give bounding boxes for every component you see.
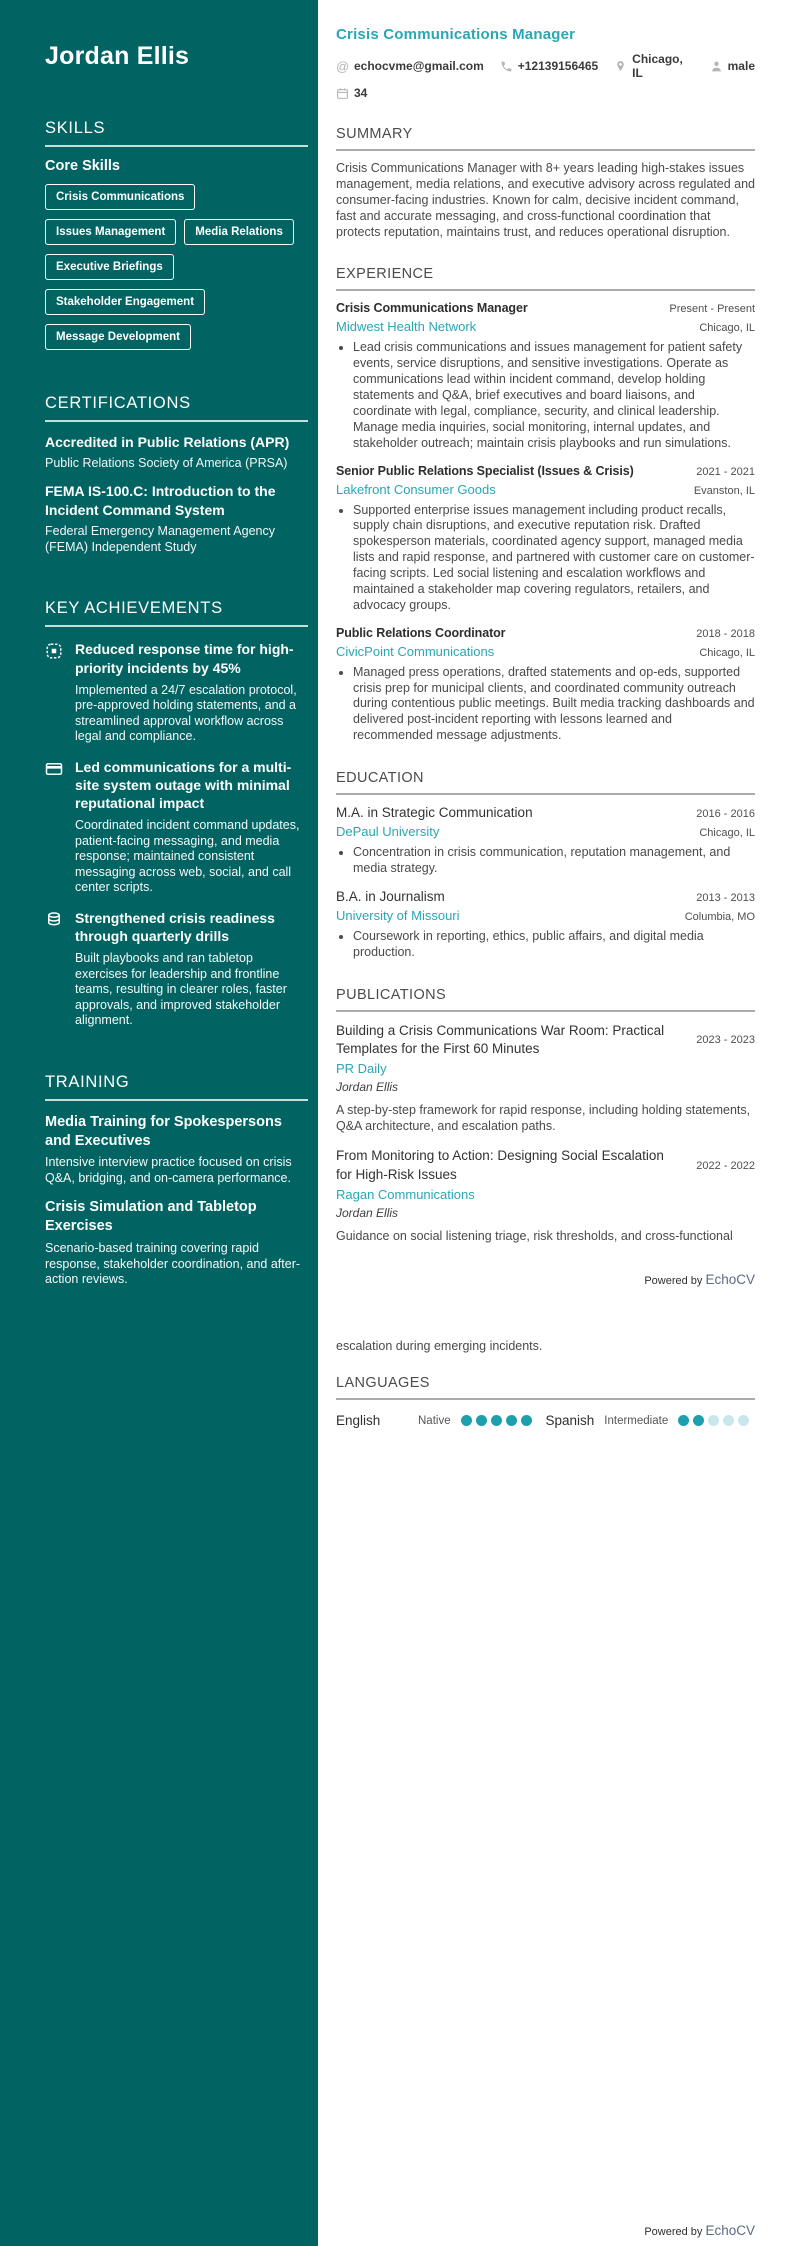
education-heading: EDUCATION [336, 770, 424, 786]
achievement-title: Strengthened crisis readiness through quarterly drills [75, 909, 275, 945]
certification-title: FEMA IS-100.C: Introduction to the Incident Command System [45, 483, 276, 518]
certification-item [45, 433, 308, 471]
coins-icon [45, 911, 63, 929]
contact-phone: +12139156465 [500, 59, 598, 73]
person-icon [710, 60, 723, 73]
page2-footer [644, 2223, 755, 2238]
achievement-description: Coordinated incident command updates, patient-facing messaging, and media response; maintained consistent messaging across web, social, and call center scripts. [75, 818, 300, 895]
education-dates: 2016 - 2016 [696, 808, 755, 820]
language-name: English [336, 1413, 381, 1429]
phone-icon [500, 60, 513, 73]
publications-heading: PUBLICATIONS [336, 986, 447, 1003]
contact-age: 34 [336, 86, 367, 100]
card-icon [45, 760, 63, 778]
powered-by-label: Powered by [644, 1275, 706, 1288]
publication-item [336, 1022, 755, 1135]
achievement-item [45, 758, 308, 896]
publication-description-continued: escalation during emerging incidents. [336, 1339, 543, 1354]
language-level-dots [461, 1415, 532, 1426]
training-title: Media Training for Spokespersons and Executives [45, 1113, 282, 1149]
certification-item [45, 482, 308, 555]
publication-title: From Monitoring to Action: Designing Social Escalation for High-Risk Issues [336, 1148, 664, 1182]
publication-dates: 2022 - 2022 [696, 1159, 755, 1172]
divider [45, 420, 308, 422]
education-entry [336, 889, 755, 961]
experience-entry [336, 301, 755, 451]
sidebar-section-training [45, 1073, 308, 1288]
candidate-name: Jordan Ellis [45, 42, 190, 70]
echocv-brand-link[interactable]: EchoCV [705, 2223, 755, 2238]
skill-chip: Media Relations [184, 219, 294, 245]
training-description: Scenario-based training covering rapid response, stakeholder coordination, and after-action reviews. [45, 1241, 301, 1287]
job-dates: 2021 - 2021 [696, 465, 755, 478]
divider [336, 793, 755, 795]
job-title: Public Relations Coordinator [336, 625, 506, 640]
contact-email: @ echocvme@gmail.com [336, 58, 484, 74]
level-dot-filled [521, 1415, 532, 1426]
education-bullet: • Coursework in reporting, ethics, public affairs, and digital media production. [353, 929, 755, 961]
degree-title: M.A. in Strategic Communication [336, 805, 533, 820]
section-summary [336, 126, 755, 240]
sidebar-section-achievements [45, 599, 308, 1028]
job-headline: Crisis Communications Manager [336, 26, 576, 43]
section-publications [336, 987, 755, 1245]
language-level-dots [678, 1415, 749, 1426]
certification-title: Accredited in Public Relations (APR) [45, 434, 290, 450]
school-name: DePaul University [336, 824, 440, 839]
contact-info [336, 52, 755, 100]
powered-by-label: Powered by [644, 2226, 706, 2238]
school-location: Columbia, MO [684, 910, 755, 923]
level-dot-empty [723, 1415, 734, 1426]
training-item [45, 1198, 308, 1287]
job-bullet: • Managed press operations, drafted statements and op-eds, supported crisis prep for municipal clients, and coordinated community outreach during contentious public meetings. Built media tracking dashboards and delivered post-incident reporting with lessons learned and recommended message adjustments. [353, 665, 755, 744]
divider [336, 1010, 755, 1012]
school-location: Chicago, IL [699, 827, 755, 839]
company-name: Midwest Health Network [336, 319, 477, 335]
language-item [546, 1413, 756, 1428]
contact-location: Chicago, IL [614, 52, 693, 80]
skills-chip-list [45, 184, 308, 350]
experience-entry [336, 464, 755, 614]
job-location: Chicago, IL [699, 646, 755, 659]
level-dot-filled [476, 1415, 487, 1426]
language-level: Intermediate [604, 1414, 669, 1427]
languages-heading: LANGUAGES [336, 1375, 430, 1392]
level-dot-empty [738, 1415, 749, 1426]
training-item [45, 1113, 308, 1187]
level-dot-empty [708, 1415, 719, 1426]
section-education [336, 770, 755, 961]
level-dot-filled [506, 1415, 517, 1426]
section-experience [336, 266, 755, 744]
skills-heading: SKILLS [45, 119, 106, 137]
divider [45, 145, 308, 147]
summary-text: Crisis Communications Manager with 8+ years leading high-stakes issues management, media relations, and executive advisory across regulated and consumer-facing industries. Known for calm, decisive incident command, fast and accurate messaging, and cross-functional coordination that protects reputation, maintains trust, and reduces operational disruption. [336, 161, 755, 239]
language-name: Spanish [545, 1413, 595, 1429]
achievement-item [45, 640, 308, 744]
skill-chip: Message Development [45, 324, 191, 350]
certifications-heading: CERTIFICATIONS [45, 394, 191, 412]
job-bullet: • Lead crisis communications and issues management for patient safety events, service disruptions, and sensitive investigations. Operate as communications lead within incident command, develop holding statements and Q&A, brief executives and board liaisons, and coordinate with legal, compliance, security, and clinical leadership. Manage media inquiries, social monitoring, internal updates, and stakeholder outreach; maintain crisis playbooks and run simulations. [353, 340, 755, 451]
skill-chip: Stakeholder Engagement [45, 289, 205, 315]
publication-author: Jordan Ellis [336, 1205, 399, 1220]
education-dates: 2013 - 2013 [696, 891, 755, 904]
job-title: Senior Public Relations Specialist (Issues & Crisis) [336, 463, 634, 478]
achievement-title: Reduced response time for high-priority incidents by 45% [75, 641, 294, 676]
level-dot-filled [678, 1415, 689, 1426]
achievement-description: Implemented a 24/7 escalation protocol, pre-approved holding statements, and a streamlined approval workflow across legal and compliance. [75, 682, 297, 744]
main-content [318, 0, 794, 2246]
school-name: University of Missouri [336, 907, 460, 923]
level-dot-filled [461, 1415, 472, 1426]
summary-heading: SUMMARY [336, 126, 413, 142]
language-level: Native [418, 1414, 451, 1427]
publication-description: A step-by-step framework for rapid response, including holding statements, Q&A architecture, and escalation paths. [336, 1102, 751, 1134]
training-heading: TRAINING [45, 1072, 130, 1091]
certification-org: Federal Emergency Management Agency (FEMA) Independent Study [45, 524, 275, 555]
publication-item [336, 1147, 755, 1244]
training-description: Intensive interview practice focused on crisis Q&A, bridging, and on-camera performance. [45, 1155, 292, 1185]
divider [336, 289, 755, 291]
achievement-item [45, 909, 308, 1029]
degree-title: B.A. in Journalism [336, 888, 445, 904]
education-bullet: • Concentration in crisis communication, reputation management, and media strategy. [353, 845, 755, 877]
sidebar-section-certifications [45, 394, 308, 555]
skill-chip: Issues Management [45, 219, 176, 245]
publisher-name: PR Daily [336, 1060, 387, 1076]
job-bullet: • Supported enterprise issues management including product recalls, supply chain disruptions, and executive reputation risk. Drafted spokesperson materials, coordinated agency support, managed media lists and rapid response, and partnered with customer care on customer-facing scripts. Led social listening and escalation workflows and maintained a stakeholder map covering regulators, retailers, and advocacy groups. [353, 503, 755, 614]
job-dates: 2018 - 2018 [696, 627, 755, 640]
company-name: Lakefront Consumer Goods [336, 481, 496, 497]
job-title: Crisis Communications Manager [336, 301, 528, 316]
sidebar [0, 0, 318, 2246]
skill-chip: Crisis Communications [45, 184, 195, 210]
publication-title: Building a Crisis Communications War Room: Practical Templates for the First 60 Minutes [336, 1022, 665, 1056]
publisher-name: Ragan Communications [336, 1186, 475, 1202]
job-dates: Present - Present [669, 303, 755, 316]
experience-entry [336, 626, 755, 744]
publication-description: Guidance on social listening triage, risk thresholds, and cross-functional [336, 1228, 733, 1243]
job-location: Evanston, IL [693, 484, 755, 497]
level-dot-filled [693, 1415, 704, 1426]
sidebar-section-skills [45, 119, 308, 350]
divider [336, 149, 755, 151]
page1-footer [336, 1272, 755, 1287]
pin-icon [614, 60, 627, 73]
calendar-icon [336, 87, 349, 100]
skills-group-label: Core Skills [45, 158, 120, 174]
language-item [336, 1413, 546, 1428]
publication-dates: 2023 - 2023 [696, 1033, 755, 1046]
company-name: CivicPoint Communications [336, 643, 495, 659]
achievement-description: Built playbooks and ran tabletop exercises for leadership and frontline teams, resulting in clearer roles, faster approvals, and improved stakeholder alignment. [75, 951, 287, 1028]
echocv-brand-link[interactable]: EchoCV [705, 1272, 755, 1288]
job-location: Chicago, IL [699, 322, 755, 335]
training-title: Crisis Simulation and Tabletop Exercises [45, 1199, 257, 1235]
divider [45, 625, 308, 627]
level-dot-filled [491, 1415, 502, 1426]
certification-org: Public Relations Society of America (PRSA) [45, 456, 288, 471]
divider [336, 1398, 755, 1400]
at-icon: @ [336, 58, 350, 74]
section-languages [336, 1375, 755, 1428]
target-icon [45, 642, 63, 660]
achievement-title: Led communications for a multi-site system outage with minimal reputational impact [75, 758, 292, 812]
achievements-heading: KEY ACHIEVEMENTS [45, 599, 223, 618]
divider [45, 1099, 308, 1101]
education-entry [336, 805, 755, 877]
skill-chip: Executive Briefings [45, 254, 174, 280]
contact-gender: male [710, 59, 755, 73]
publication-author: Jordan Ellis [336, 1079, 399, 1094]
experience-heading: EXPERIENCE [336, 266, 434, 283]
